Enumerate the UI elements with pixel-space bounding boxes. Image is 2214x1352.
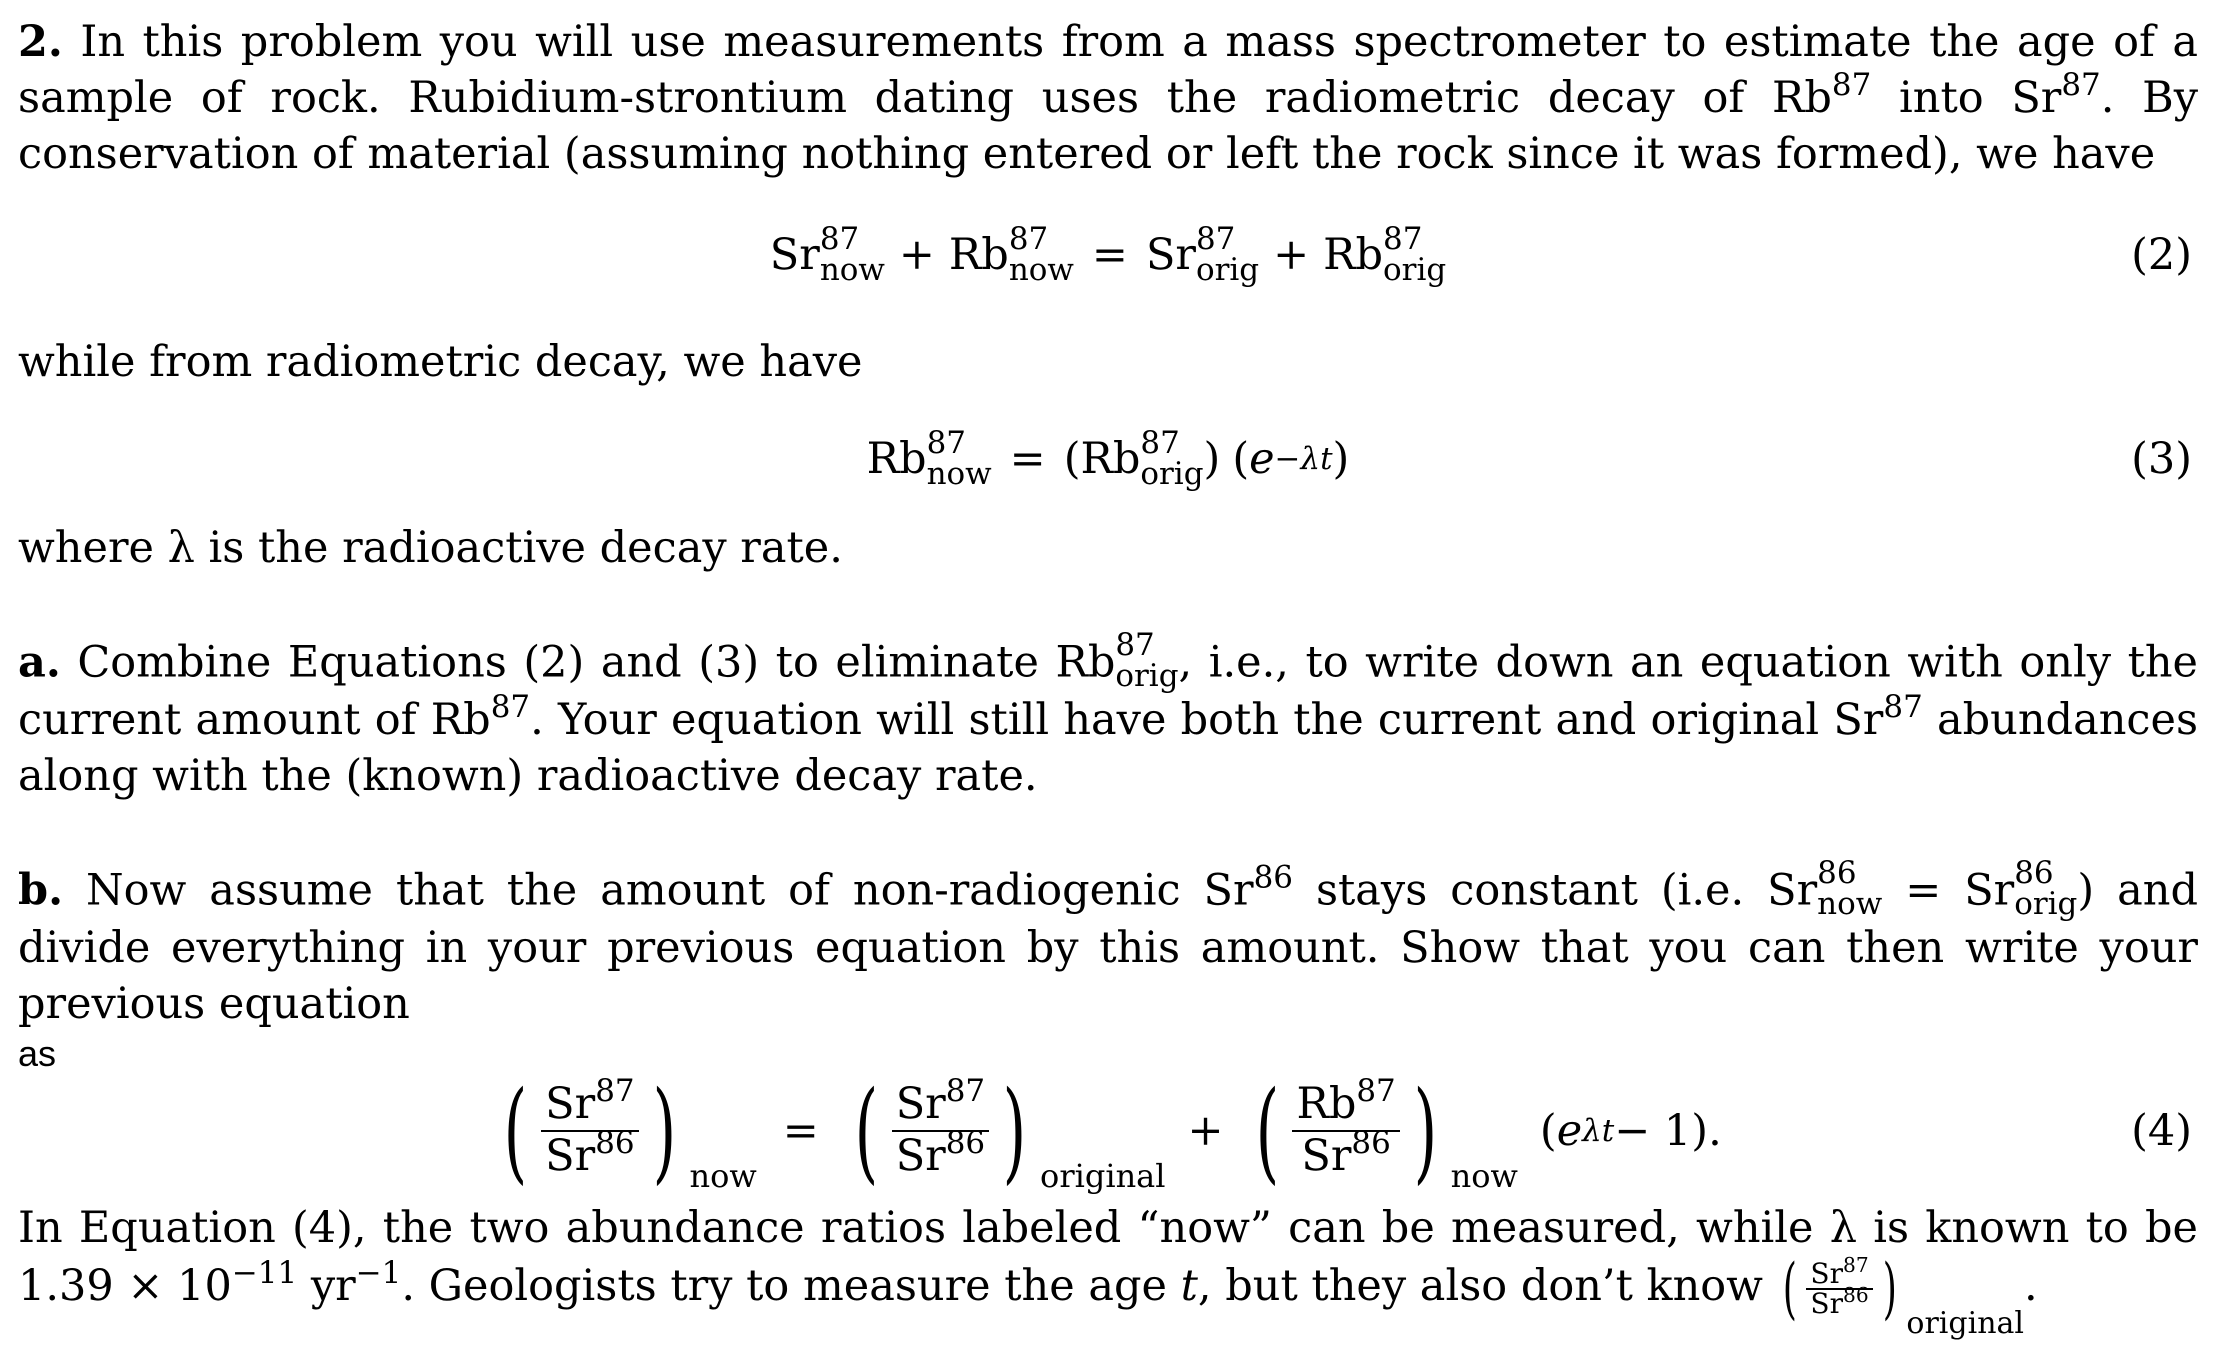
closing-paragraph: In Equation (4), the two abundance ratios labeled “now” can be measured, while λ is known to be $1.39 \times 10^{-11}$ $yr^{-1}$. Geologists try to measure the age t, but they also don’t know ( $\frac{Sr^{87}}{Sr^{86}}$ ) original . — [18, 1202, 2198, 1341]
part-a-label: a. — [18, 637, 61, 688]
problem-number: 2. — [18, 17, 63, 67]
part-b-as: as — [18, 1032, 57, 1074]
part-a-paragraph: a. Combine Equations (2) and (3) to eliminate Rb 87 orig , i.e., to write down an equation with only the current amount of Rb$^{87}$. Your equation will still have both the current and original Sr$^{87}$ abundances along with the (known) radioactive decay rate. — [18, 627, 2199, 801]
lambda-definition: where λ is the radioactive decay rate. — [18, 523, 843, 573]
equation-number-3: (3) — [2131, 434, 2192, 484]
decay-intro-text: while from radiometric decay, we have — [18, 337, 863, 387]
equation-2: Sr 87 now + Rb 87 now = Sr 87 orig + Rb 87 orig (2) — [769, 221, 2192, 288]
ratio-rb-now: ( $\frac{Rb^{87}}{Sr^{86}}$ ) now — [1255, 1066, 1518, 1195]
ratio-sr-original-inline: ( $\frac{Sr^{87}}{Sr^{86}}$ ) original — [1782, 1249, 2025, 1341]
ratio-sr-now: ( $\frac{Sr^{87}}{Sr^{86}}$ ) now — [503, 1066, 757, 1195]
equation-3: Rb 87 now = ( Rb 87 orig ) ( e −λt ) (3) — [866, 425, 2192, 492]
equation-number-2: (2) — [2131, 230, 2192, 280]
intro-paragraph: 2. In this problem you will use measurements from a mass spectrometer to estimate the age of a sample of rock. Rubidium-strontium dating uses the radiometric decay of Rb$^{87}$ into Sr$^{87}$. By conservation of material (assuming nothing entered or left the rock since it was formed), we have — [18, 17, 2198, 179]
part-b-paragraph: b. Now assume that the amount of non-radiogenic Sr$^{86}$ stays constant (i.e. Sr 86 now = Sr 86 orig ) and divide everything in your previous equation by this amount. Show that you can then write your previous equation — [18, 854, 2198, 1029]
part-b-label: b. — [18, 865, 64, 916]
ratio-sr-original: ( $\frac{Sr^{87}}{Sr^{86}}$ ) original — [854, 1066, 1166, 1195]
equation-number-4: (4) — [2131, 1105, 2192, 1156]
equation-4: ( $\frac{Sr^{87}}{Sr^{86}}$ ) now = ( $\frac{Sr^{87}}{Sr^{86}}$ ) original + ( $\frac{Rb^{87}}{Sr^{86}}$ ) now ( e λt − 1 ) . (4) — [18, 1076, 2198, 1186]
